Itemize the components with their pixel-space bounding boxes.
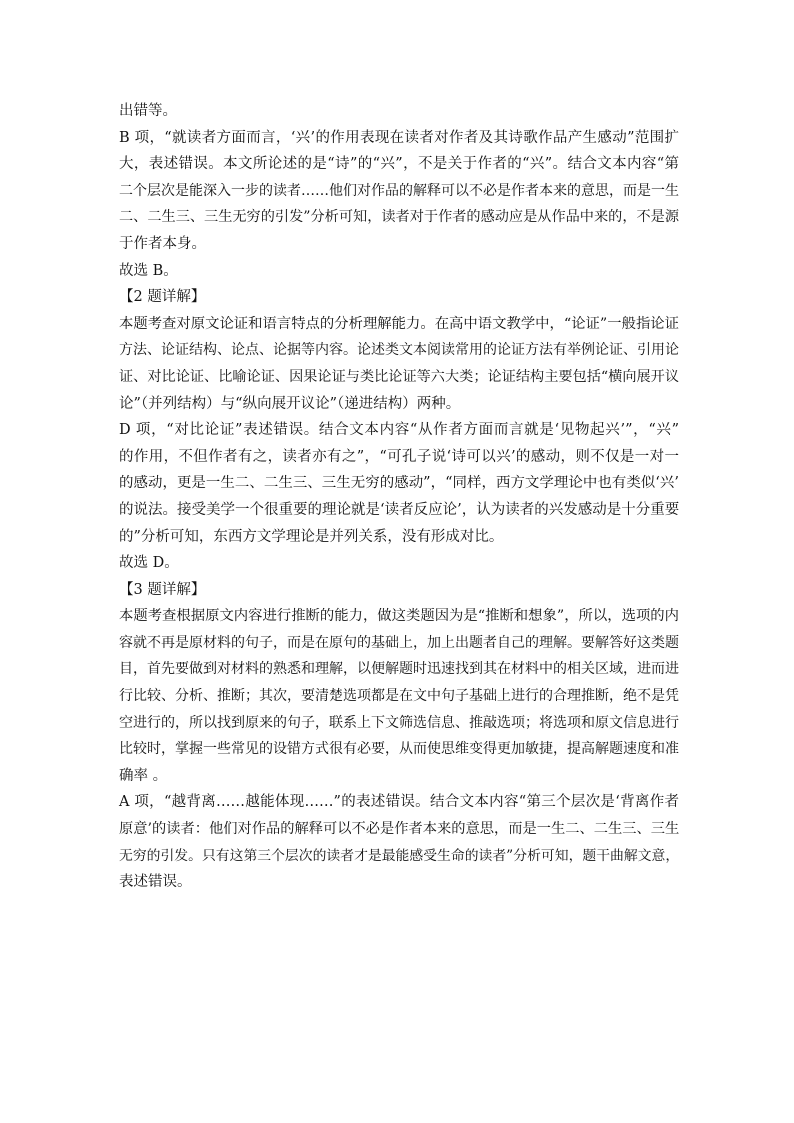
text-line: 表述错误。: [119, 874, 192, 891]
text-line: 原意’的读者：他们对作品的解释可以不必是作者本来的意思，而是一生二、二生三、三生: [119, 821, 680, 838]
text-line: 的说法。接受美学一个很重要的理论就是‘读者反应论’，认为读者的兴发感动是十分重要: [119, 501, 680, 518]
text-line: 本题考查对原文论证和语言特点的分析理解能力。在高中语文教学中，“论证”一般指论证: [119, 315, 679, 332]
text-line: 容就不再是原材料的句子，而是在原句的基础上，加上出题者自己的理解。要解答好这类题: [119, 634, 679, 651]
text-line: 二个层次是能深入一步的读者……他们对作品的解释可以不必是作者本来的意思，而是一生: [119, 182, 679, 199]
text-line: A 项，“越背离……越能体现……”的表述错误。结合文本内容“第三个层次是‘背离作者: [119, 794, 679, 811]
text-line: 大，表述错误。本文所论述的是“诗”的“兴”，不是关于作者的“兴”。结合文本内容“第: [119, 156, 679, 173]
text-line: 的感动，更是一生二、二生三、三生无穷的感动”，“同样，西方文学理论中也有类似‘兴’: [119, 475, 679, 492]
text-line: 的”分析可知，东西方文学理论是并列关系，没有形成对比。: [119, 528, 504, 545]
text-line: 无穷的引发。只有这第三个层次的读者才是最能感受生命的读者”分析可知，题干曲解文意，: [119, 847, 680, 864]
text-line: 空进行的，所以找到原来的句子，联系上下文筛选信息、推敲选项；将选项和原文信息进行: [119, 714, 679, 731]
text-line: B 项，“就读者方面而言，‘兴’的作用表现在读者对作者及其诗歌作品产生感动”范围扩: [119, 129, 679, 146]
text-line: 出错等。: [119, 103, 177, 119]
text-line: 本题考查根据原文内容进行推断的能力，做这类题因为是“推断和想象”，所以，选项的内: [119, 608, 679, 625]
text-line: 证、对比论证、比喻论证、因果论证与类比论证等六大类；论证结构主要包括“横向展开议: [119, 368, 679, 385]
text-line: 行比较、分析、推断；其次，要清楚选项都是在文中句子基础上进行的合理推断，绝不是凭: [119, 688, 679, 705]
text-line: 于作者本身。: [119, 235, 206, 252]
text-line: 方法、论证结构、论点、论据等内容。论述类文本阅读常用的论证方法有举例论证、引用论: [119, 342, 679, 359]
text-line: 比较时，掌握一些常见的设错方式很有必要，从而使思维变得更加敏捷，提高解题速度和准: [119, 741, 679, 758]
text-line: 故选 D。: [119, 555, 179, 572]
document-body: [119, 98, 679, 896]
text-line: D 项，“对比论证”表述错误。结合文本内容“从作者方面而言就是‘见物起兴’”，“兴”: [119, 422, 679, 439]
text-line: 目，首先要做到对材料的熟悉和理解，以便解题时迅速找到其在材料中的相关区域，进而进: [119, 661, 679, 678]
text-line: 二、二生三、三生无穷的引发”分析可知，读者对于作者的感动应是从作品中来的，不是源: [119, 209, 679, 226]
text-line: 【3 题详解】: [119, 581, 206, 598]
text-line: 【2 题详解】: [119, 289, 206, 306]
text-line: 故选 B。: [119, 262, 178, 279]
text-line: 论”（并列结构）与“纵向展开议论”（递进结构）两种。: [119, 395, 461, 412]
text-line: 确率 。: [119, 767, 168, 784]
text-line: 的作用，不但作者有之，读者亦有之”，“可孔子说‘诗可以兴’的感动，则不仅是一对一: [119, 448, 679, 465]
